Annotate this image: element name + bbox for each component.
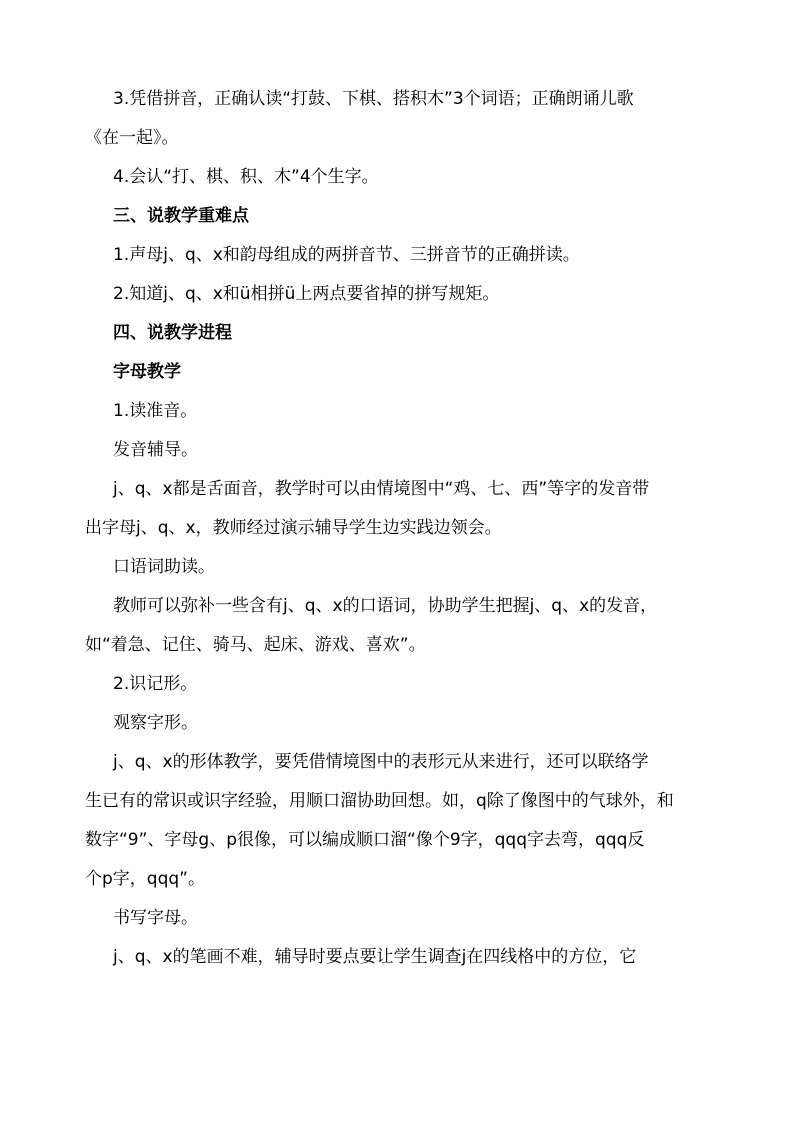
paragraph-line-23: j、q、x的笔画不难，辅导时要点要让学生调查j在四线格中的方位，它 (113, 947, 637, 967)
paragraph-line-10: 发音辅导。 (113, 440, 198, 460)
section-heading-4: 四、说教学进程 (113, 323, 232, 343)
paragraph-line-20: 数字“9”、字母g、p很像，可以编成顺口溜“像个9字，qqq字去弯，qqq反 (85, 830, 645, 850)
paragraph-line-5: 1.声母j、q、x和韵母组成的两拼音节、三拼音节的正确拼读。 (113, 245, 580, 265)
paragraph-line-6: 2.知道j、q、x和ü相拼ü上两点要省掉的拼写规矩。 (113, 284, 500, 304)
paragraph-line-15: 如“着急、记住、骑马、起床、游戏、喜欢”。 (85, 635, 426, 655)
paragraph-line-16: 2.识记形。 (113, 674, 198, 694)
paragraph-line-13: 口语词助读。 (113, 557, 215, 577)
paragraph-line-19: 生已有的常识或识字经验，用顺口溜协助回想。如，q除了像图中的气球外，和 (85, 791, 674, 811)
paragraph-line-21: 个p字，qqq”。 (85, 869, 205, 889)
paragraph-line-11: j、q、x都是舌面音，教学时可以由情境图中“鸡、七、西”等字的发音带 (113, 479, 650, 499)
paragraph-line-9: 1.读准音。 (113, 401, 198, 421)
paragraph-line-12: 出字母j、q、x，教师经过演示辅导学生边实践边领会。 (85, 518, 502, 538)
document-page (85, 80, 721, 977)
paragraph-line-14: 教师可以弥补一些含有j、q、x的口语词，协助学生把握j、q、x的发音， (113, 596, 658, 616)
paragraph-line-22: 书写字母。 (113, 908, 198, 928)
paragraph-line-18: j、q、x的形体教学，要凭借情境图中的表形元从来进行，还可以联络学 (113, 752, 649, 772)
paragraph-line-2: 《在一起》。 (85, 128, 179, 148)
paragraph-line-17: 观察字形。 (113, 713, 198, 733)
paragraph-line-1: 3.凭借拼音，正确认读“打鼓、下棋、搭积木”3个词语；正确朗诵儿歌 (113, 89, 634, 109)
subsection-heading: 字母教学 (113, 362, 181, 382)
section-heading-3: 三、说教学重难点 (113, 206, 249, 226)
paragraph-line-3: 4.会认“打、棋、积、木”4个生字。 (113, 167, 379, 187)
